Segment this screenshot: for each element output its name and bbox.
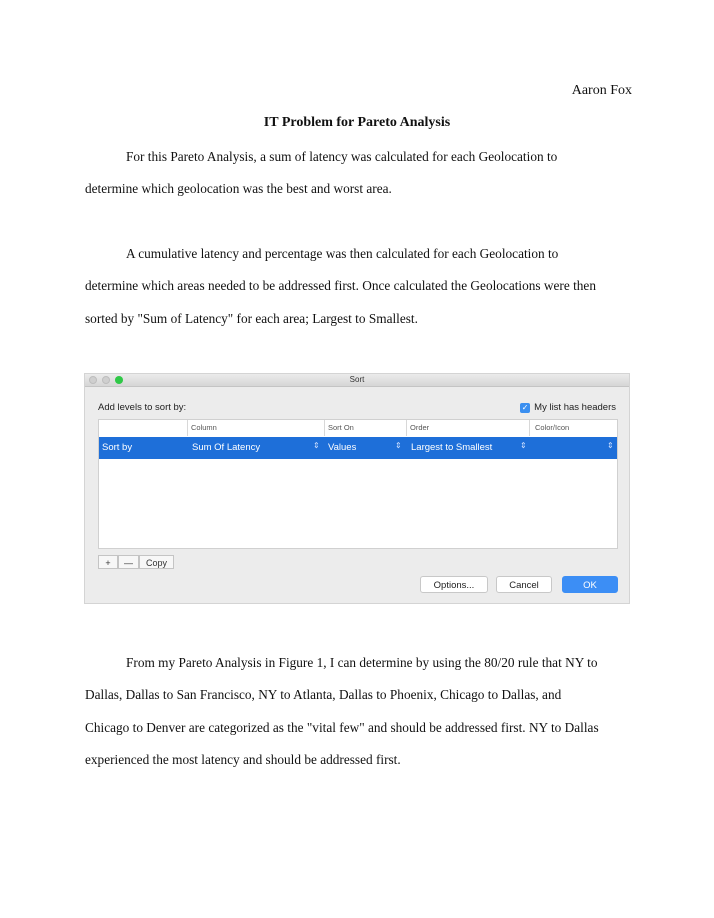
column-header-sort-on: Sort On — [328, 423, 354, 432]
paragraph-1-line-2: determine which geolocation was the best and worst area. — [85, 181, 392, 196]
window-title: Sort — [349, 375, 365, 384]
headers-checkbox-label: My list has headers — [534, 402, 616, 413]
cancel-button[interactable]: Cancel — [496, 576, 552, 593]
paragraph-3-line-1: From my Pareto Analysis in Figure 1, I can determine by using the 80/20 rule that NY to — [126, 655, 598, 670]
document-title: IT Problem for Pareto Analysis — [263, 115, 451, 130]
chevron-updown-icon[interactable]: ⇕ — [607, 441, 614, 450]
column-divider — [324, 420, 325, 436]
column-divider — [529, 420, 530, 436]
paragraph-3-line-2: Dallas, Dallas to San Francisco, NY to Atlanta, Dallas to Phoenix, Chicago to Dallas, and — [85, 687, 562, 702]
order-select[interactable]: Largest to Smallest — [411, 442, 493, 453]
checkmark-icon[interactable]: ✓ — [521, 402, 529, 412]
column-header-color-icon: Color/Icon — [535, 423, 570, 432]
column-header-column: Column — [191, 423, 217, 432]
chevron-updown-icon[interactable]: ⇕ — [395, 441, 402, 450]
author-name: Aaron Fox — [571, 83, 632, 98]
add-level-button[interactable]: + — [98, 555, 118, 569]
window-titlebar — [85, 374, 629, 387]
chevron-updown-icon[interactable]: ⇕ — [313, 441, 320, 450]
sort-level-row[interactable] — [99, 437, 617, 459]
sort-by-label: Sort by — [102, 442, 133, 453]
column-divider — [187, 420, 188, 436]
ok-button[interactable]: OK — [562, 576, 618, 593]
paragraph-1-line-1: For this Pareto Analysis, a sum of latency was calculated for each Geolocation to — [126, 149, 558, 164]
paragraph-2-line-3: sorted by "Sum of Latency" for each area; Largest to Smallest. — [85, 311, 418, 326]
paragraph-3-line-3: Chicago to Denver are categorized as the "vital few" and should be addressed first. NY to Dallas — [85, 720, 599, 735]
paragraph-3-line-4: experienced the most latency and should be addressed first. — [85, 752, 401, 767]
column-header-order: Order — [410, 423, 430, 432]
copy-level-button[interactable]: Copy — [139, 555, 174, 569]
add-levels-label: Add levels to sort by: — [98, 402, 187, 413]
chevron-updown-icon[interactable]: ⇕ — [520, 441, 527, 450]
sort-on-select[interactable]: Values — [328, 442, 357, 453]
options-button[interactable]: Options... — [420, 576, 488, 593]
column-select[interactable]: Sum Of Latency — [192, 442, 261, 453]
sort-dialog-screenshot — [84, 373, 630, 604]
paragraph-2-line-2: determine which areas needed to be addressed first. Once calculated the Geolocations were then — [85, 278, 596, 293]
column-divider — [406, 420, 407, 436]
headers-checkbox[interactable] — [520, 402, 616, 413]
delete-level-button[interactable]: — — [118, 555, 139, 569]
sort-levels-table — [98, 419, 618, 549]
paragraph-2-line-1: A cumulative latency and percentage was then calculated for each Geolocation to — [126, 246, 559, 261]
